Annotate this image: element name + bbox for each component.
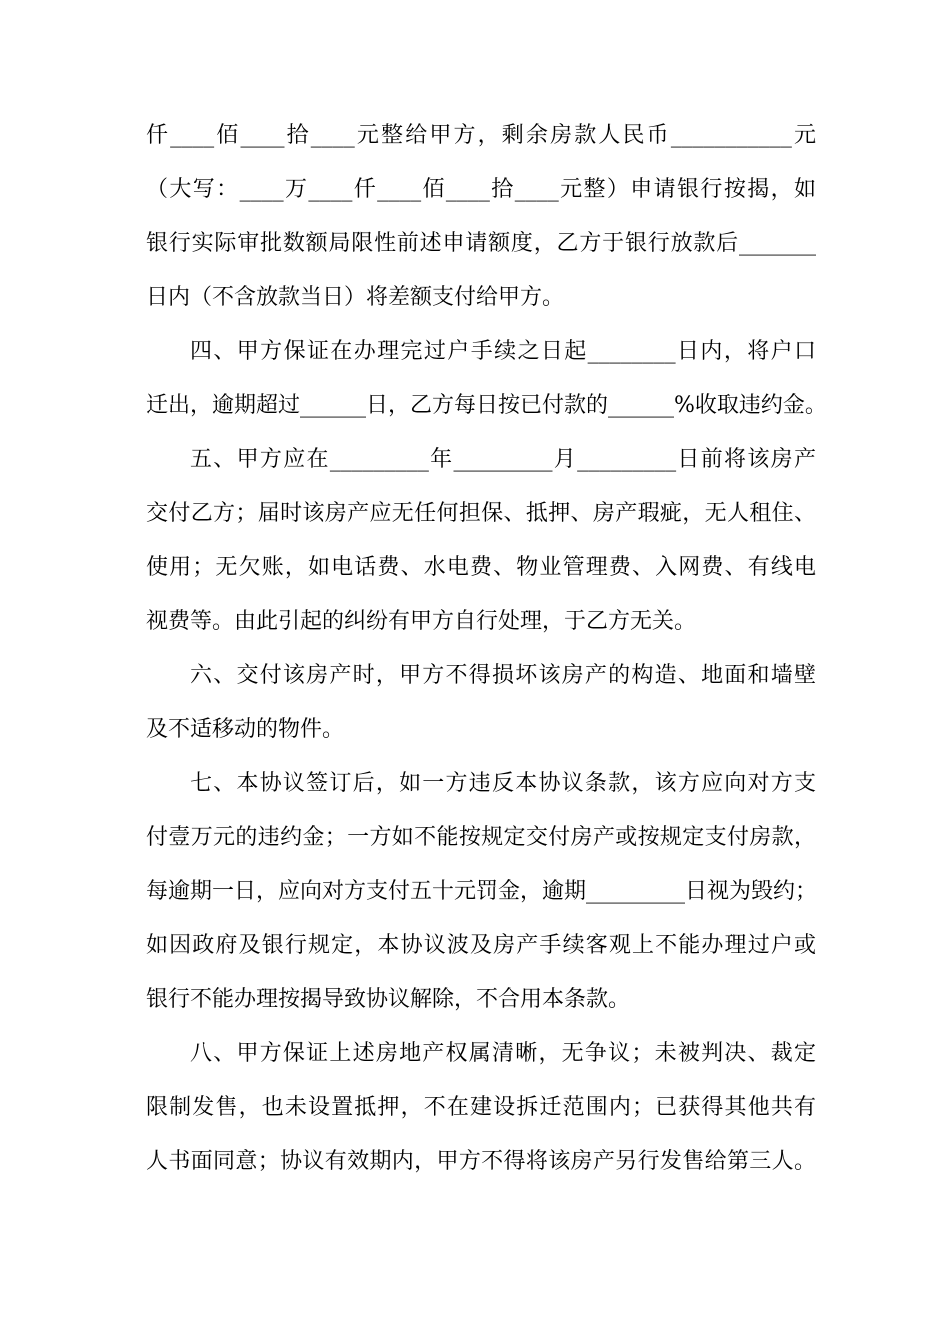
text-line: 人书面同意；协议有效期内，甲方不得将该房产另行发售给第三人。 xyxy=(146,1149,816,1174)
text-line: 日内（不含放款当日）将差额支付给甲方。 xyxy=(146,285,565,310)
text-line: 视费等。由此引起的纠纷有甲方自行处理，于乙方无关。 xyxy=(146,609,697,634)
text-line: （大写：____万____仟____佰____拾____元整）申请银行按揭，如 xyxy=(146,177,816,202)
text-line: 及不适移动的物件。 xyxy=(146,717,345,742)
text-line: 付壹万元的违约金；一方如不能按规定交付房产或按规定支付房款， xyxy=(146,825,816,850)
clause-6-heading-line: 六、交付该房产时，甲方不得损坏该房产的构造、地面和墙壁 xyxy=(190,663,816,688)
text-line: 使用；无欠账，如电话费、水电费、物业管理费、入网费、有线电 xyxy=(146,555,816,580)
text-line: 如因政府及银行规定，本协议波及房产手续客观上不能办理过户或 xyxy=(146,933,816,958)
clause-4-heading-line: 四、甲方保证在办理完过户手续之日起________日内，将户口 xyxy=(190,339,816,364)
text-line: 限制发售，也未设置抵押，不在建设拆迁范围内；已获得其他共有 xyxy=(146,1095,816,1120)
clause-5-heading-line: 五、甲方应在_________年_________月_________日前将该房产 xyxy=(190,447,816,472)
text-line: 仟____佰____拾____元整给甲方，剩余房款人民币___________元 xyxy=(146,123,816,148)
text-line: 迁出，逾期超过______日，乙方每日按已付款的______%收取违约金。 xyxy=(146,393,827,418)
text-line: 银行实际审批数额局限性前述申请额度，乙方于银行放款后_______ xyxy=(146,231,816,256)
clause-8-heading-line: 八、甲方保证上述房地产权属清晰，无争议；未被判决、裁定 xyxy=(190,1041,816,1066)
text-line: 每逾期一日，应向对方支付五十元罚金，逾期_________日视为毁约； xyxy=(146,879,818,904)
clause-7-heading-line: 七、本协议签订后，如一方违反本协议条款，该方应向对方支 xyxy=(190,771,816,796)
text-line: 银行不能办理按揭导致协议解除，不合用本条款。 xyxy=(146,987,631,1012)
text-line: 交付乙方；届时该房产应无任何担保、抵押、房产瑕疵，无人租住、 xyxy=(146,501,816,526)
